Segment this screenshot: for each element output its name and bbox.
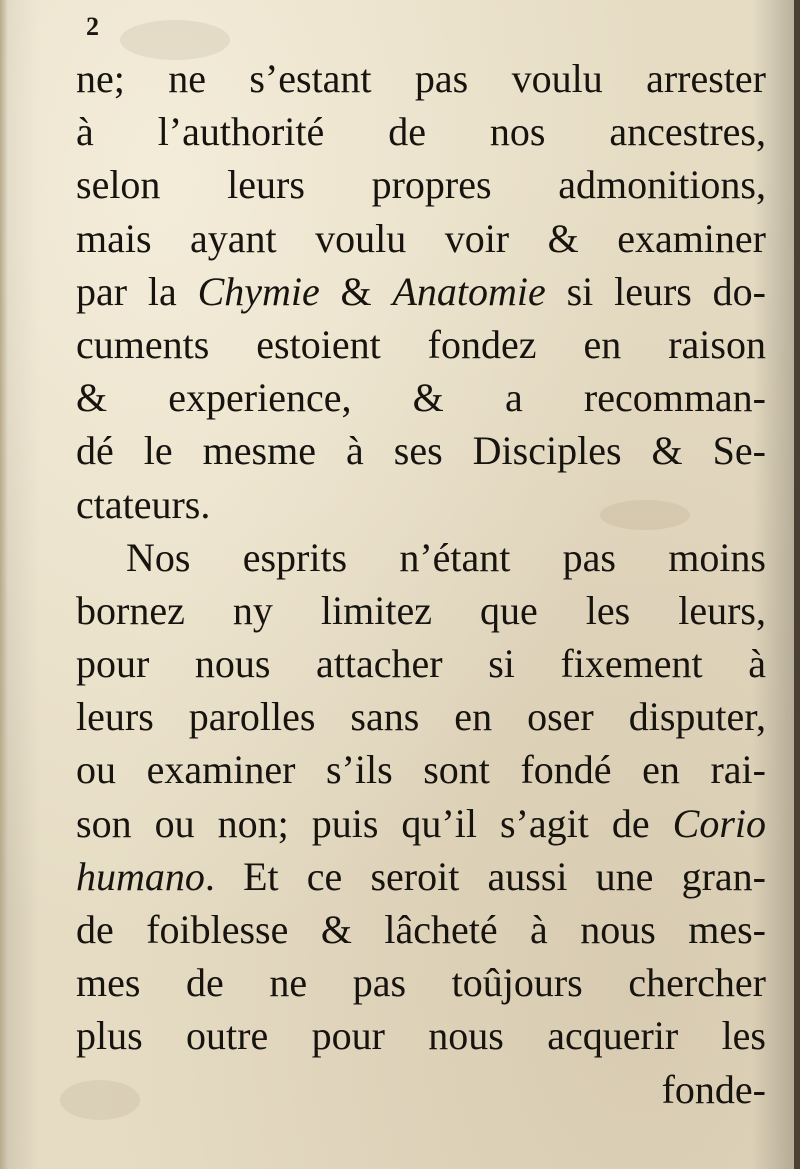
- text-line: mes de ne pas toûjours chercher: [76, 960, 766, 1006]
- text-line: à l’authorité de nos ancestres,: [76, 109, 766, 155]
- text-line: bornez ny limitez que les leurs,: [76, 587, 766, 633]
- text-run: . Et ce seroit aussi une gran-: [204, 853, 766, 899]
- page-right-edge: [794, 0, 800, 1169]
- page-left-edge: [0, 0, 8, 1169]
- text-line: leurs parolles sans en oser disputer,: [76, 694, 766, 740]
- text-run: si leurs do-: [545, 268, 766, 314]
- italic-term-humano: humano: [76, 853, 205, 899]
- italic-term-chymie: Chymie: [197, 268, 320, 314]
- text-line: selon leurs propres admonitions,: [76, 162, 766, 208]
- text-line: ou examiner s’ils sont fondé en rai-: [76, 747, 766, 793]
- text-line: pour nous attacher si fixement à: [76, 641, 766, 687]
- text-line: cuments estoient fondez en raison: [76, 321, 766, 367]
- text-line: ctateurs.: [76, 481, 211, 527]
- text-line: [76, 850, 766, 903]
- text-run: &: [319, 268, 393, 314]
- text-run: par la: [76, 268, 198, 314]
- paragraph-start-line: Nos esprits n’étant pas moins: [126, 534, 766, 580]
- italic-term-corio: Corio: [672, 800, 766, 846]
- italic-term-anatomie: Anatomie: [392, 268, 546, 314]
- text-line: & experience, & a recomman-: [76, 375, 766, 421]
- catchword: fonde-: [661, 1066, 766, 1112]
- text-line: mais ayant voulu voir & examiner: [76, 215, 766, 261]
- text-line: de foiblesse & lâcheté à nous mes-: [76, 907, 766, 952]
- text-line: dé le mesme à ses Disciples & Se-: [76, 428, 766, 474]
- text-line: ne; ne s’estant pas voulu arrester: [76, 56, 766, 101]
- text-run: son ou non; puis qu’il s’agit de: [76, 800, 673, 846]
- text-line: [76, 265, 766, 318]
- text-line: [76, 797, 766, 850]
- body-text: [76, 52, 766, 1116]
- text-line: plus outre pour nous acquerir les: [76, 1013, 766, 1059]
- page-number: 2: [86, 12, 99, 41]
